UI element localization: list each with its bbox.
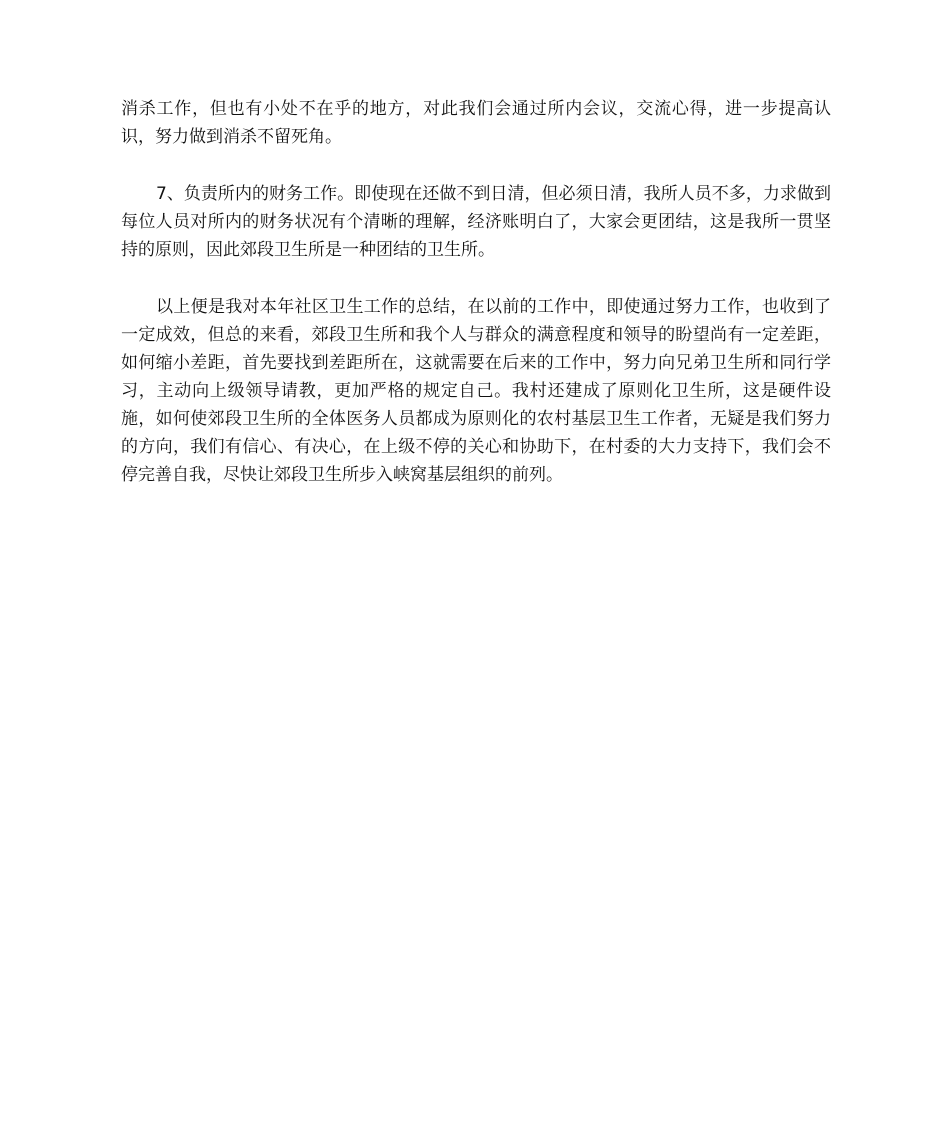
paragraph-summary: 以上便是我对本年社区卫生工作的总结，在以前的工作中，即使通过努力工作，也收到了一定成效，但总的来看，郊段卫生所和我个人与群众的满意程度和领导的盼望尚有一定差距，如何缩小差距，首先要找到差距所在，这就需要在后来的工作中，努力向兄弟卫生所和同行学习，主动向上级领导请教，更加严格的规定自己。我村还建成了原则化卫生所，这是硬件设施，如何使郊段卫生所的全体医务人员都成为原则化的农村基层卫生工作者，无疑是我们努力的方向，我们有信心、有决心，在上级不停的关心和协助下，在村委的大力支持下，我们会不停完善自我，尽快让郊段卫生所步入峡窝基层组织的前列。 [121, 297, 831, 485]
paragraph-continuation: 消杀工作，但也有小处不在乎的地方，对此我们会通过所内会议，交流心得，进一步提高认识，努力做到消杀不留死角。 [121, 99, 831, 147]
paragraph-finance-work: 7、负责所内的财务工作。即使现在还做不到日清，但必须日清，我所人员不多，力求做到每位人员对所内的财务状况有个清晰的理解，经济账明白了，大家会更团结，这是我所一贯坚持的原则，因此郊段卫生所是一种团结的卫生所。 [121, 184, 831, 260]
document-body [121, 95, 831, 518]
